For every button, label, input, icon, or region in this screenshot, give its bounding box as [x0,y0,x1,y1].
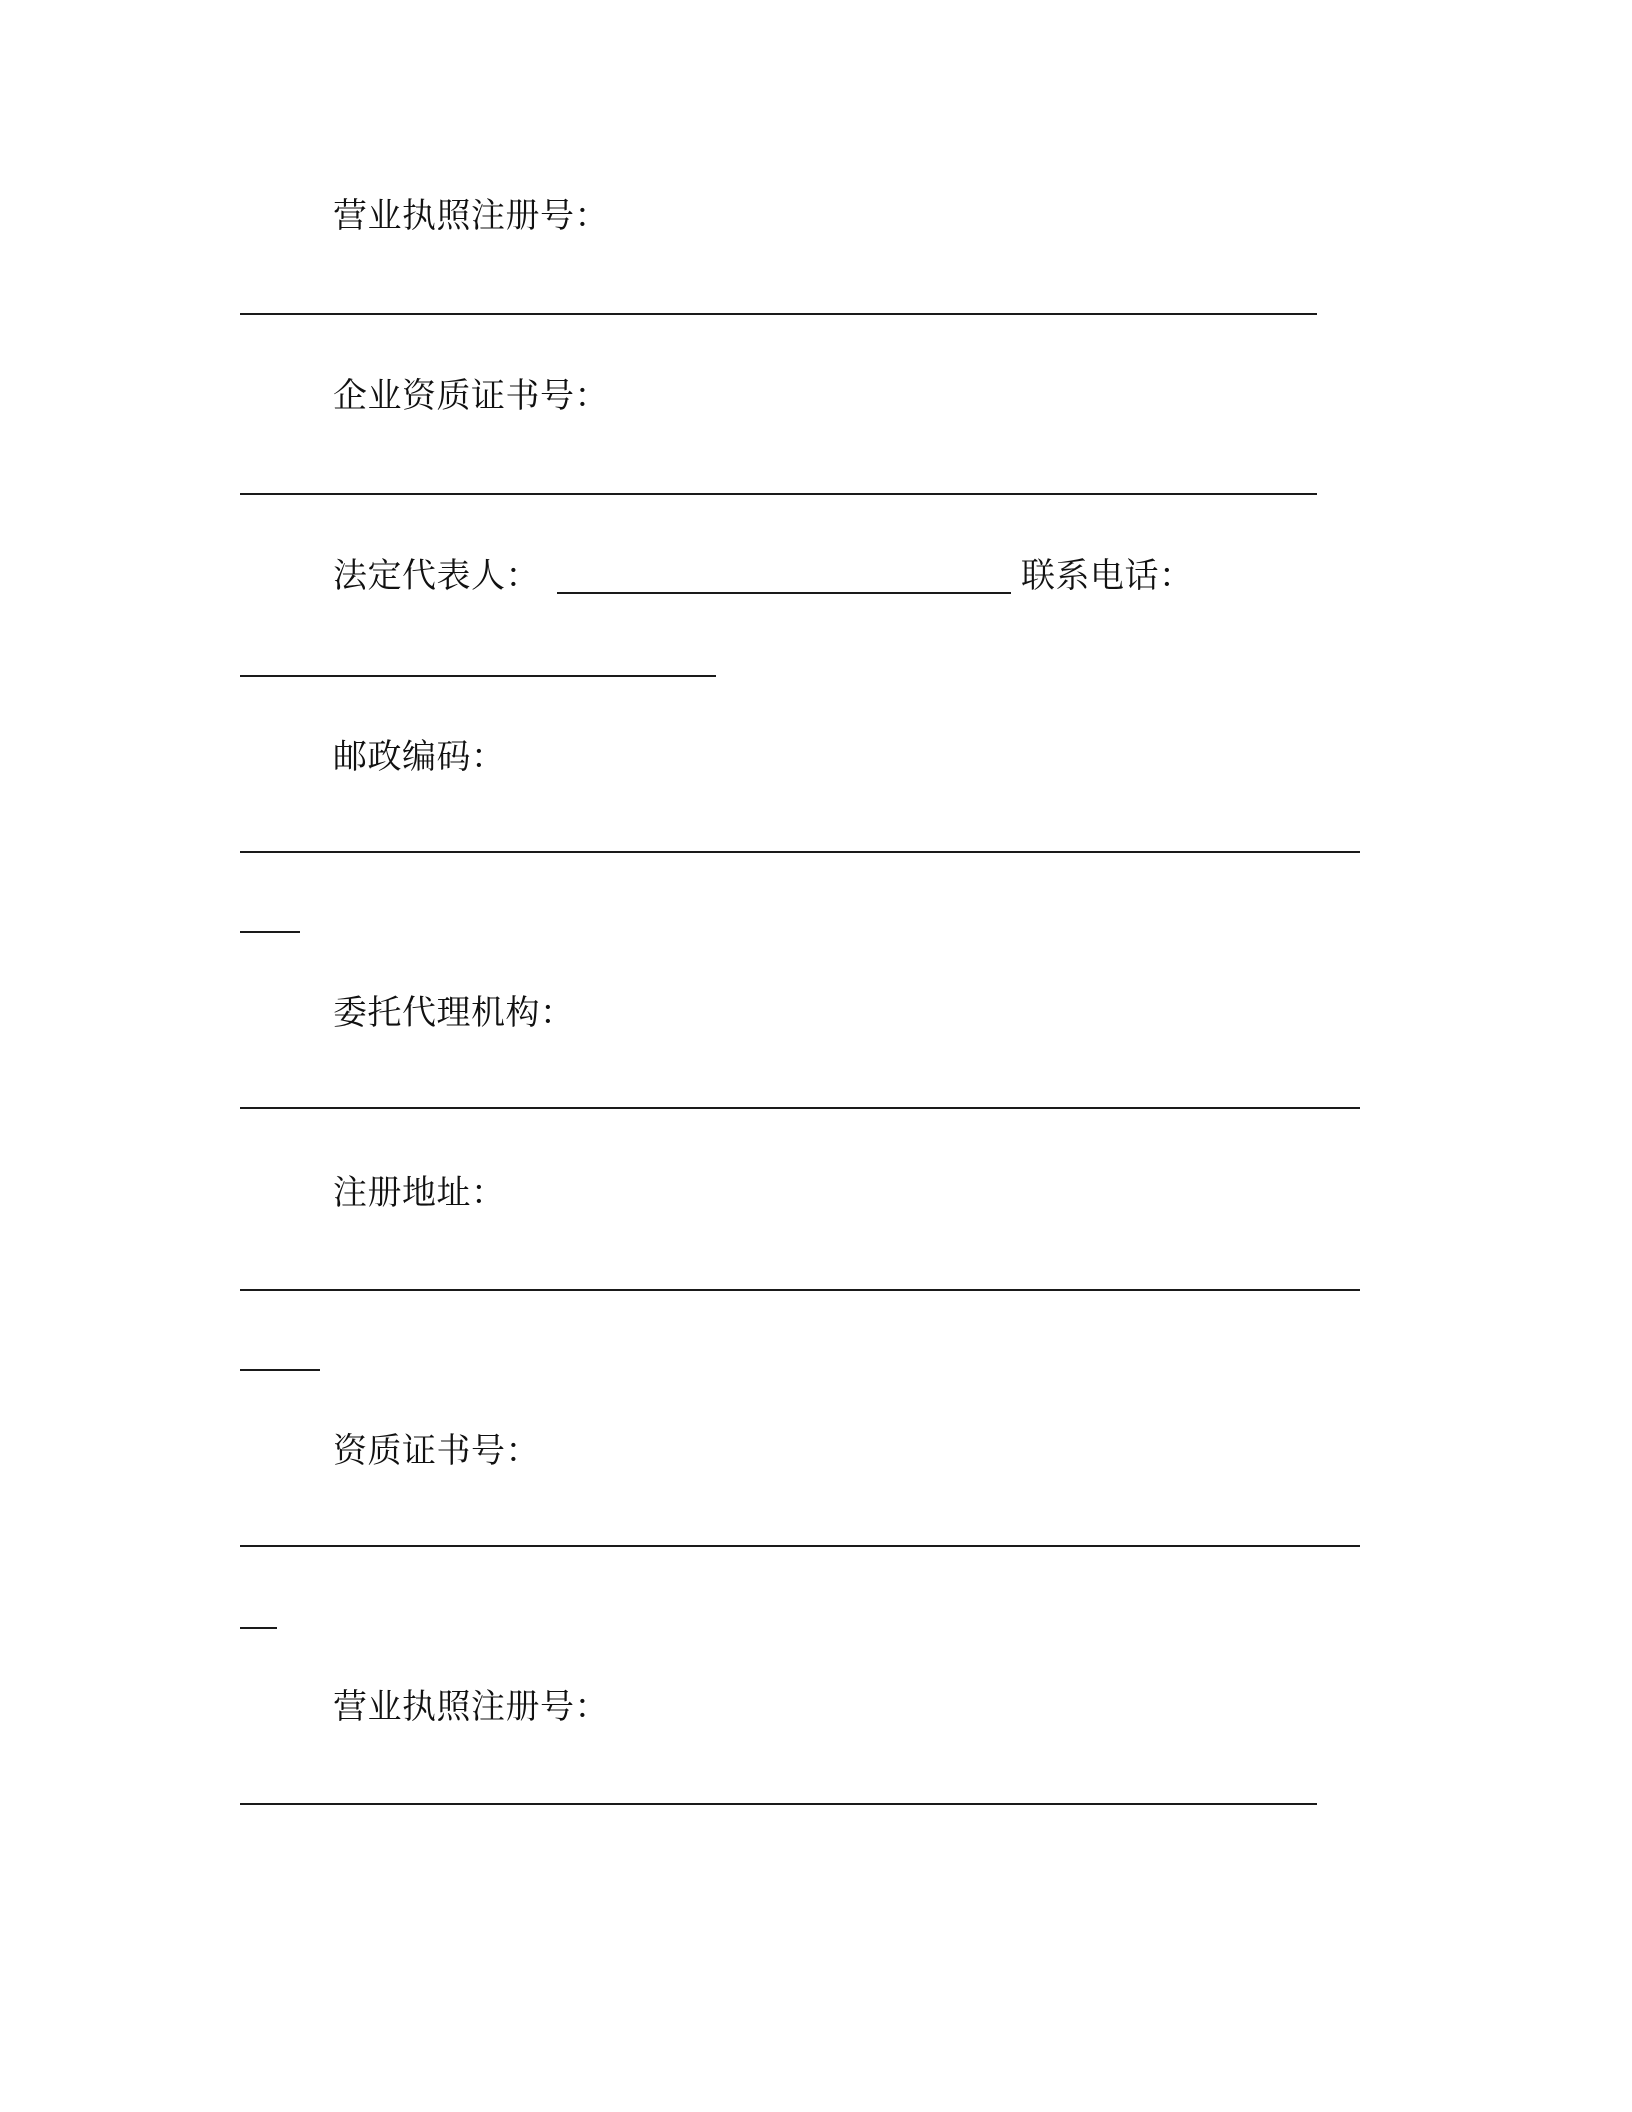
legal-representative-blank [557,592,1011,594]
qualification-cert-label: 资质证书号： [333,1431,540,1471]
postal-code-label: 邮政编码： [333,737,506,777]
enterprise-qualification-cert-label: 企业资质证书号： [333,376,609,416]
enterprise-qualification-cert-blank [240,493,1317,495]
registered-address-label: 注册地址： [333,1173,506,1213]
registered-address-blank [240,1289,1360,1291]
qualification-cert-blank [240,1545,1360,1547]
contact-phone-label: 联系电话： [1021,556,1194,596]
agency-business-license-number-blank [240,1803,1317,1805]
business-license-number-label: 营业执照注册号： [333,196,609,236]
entrusted-agency-blank [240,1107,1360,1109]
postal-code-blank-continuation [240,931,300,933]
entrusted-agency-label: 委托代理机构： [333,993,575,1033]
contact-phone-blank [240,675,716,677]
postal-code-blank [240,851,1360,853]
legal-representative-label: 法定代表人： [333,556,540,596]
qualification-cert-blank-continuation [240,1627,277,1629]
business-license-number-blank [240,313,1317,315]
registered-address-blank-continuation [240,1369,320,1371]
agency-business-license-number-label: 营业执照注册号： [333,1687,609,1727]
